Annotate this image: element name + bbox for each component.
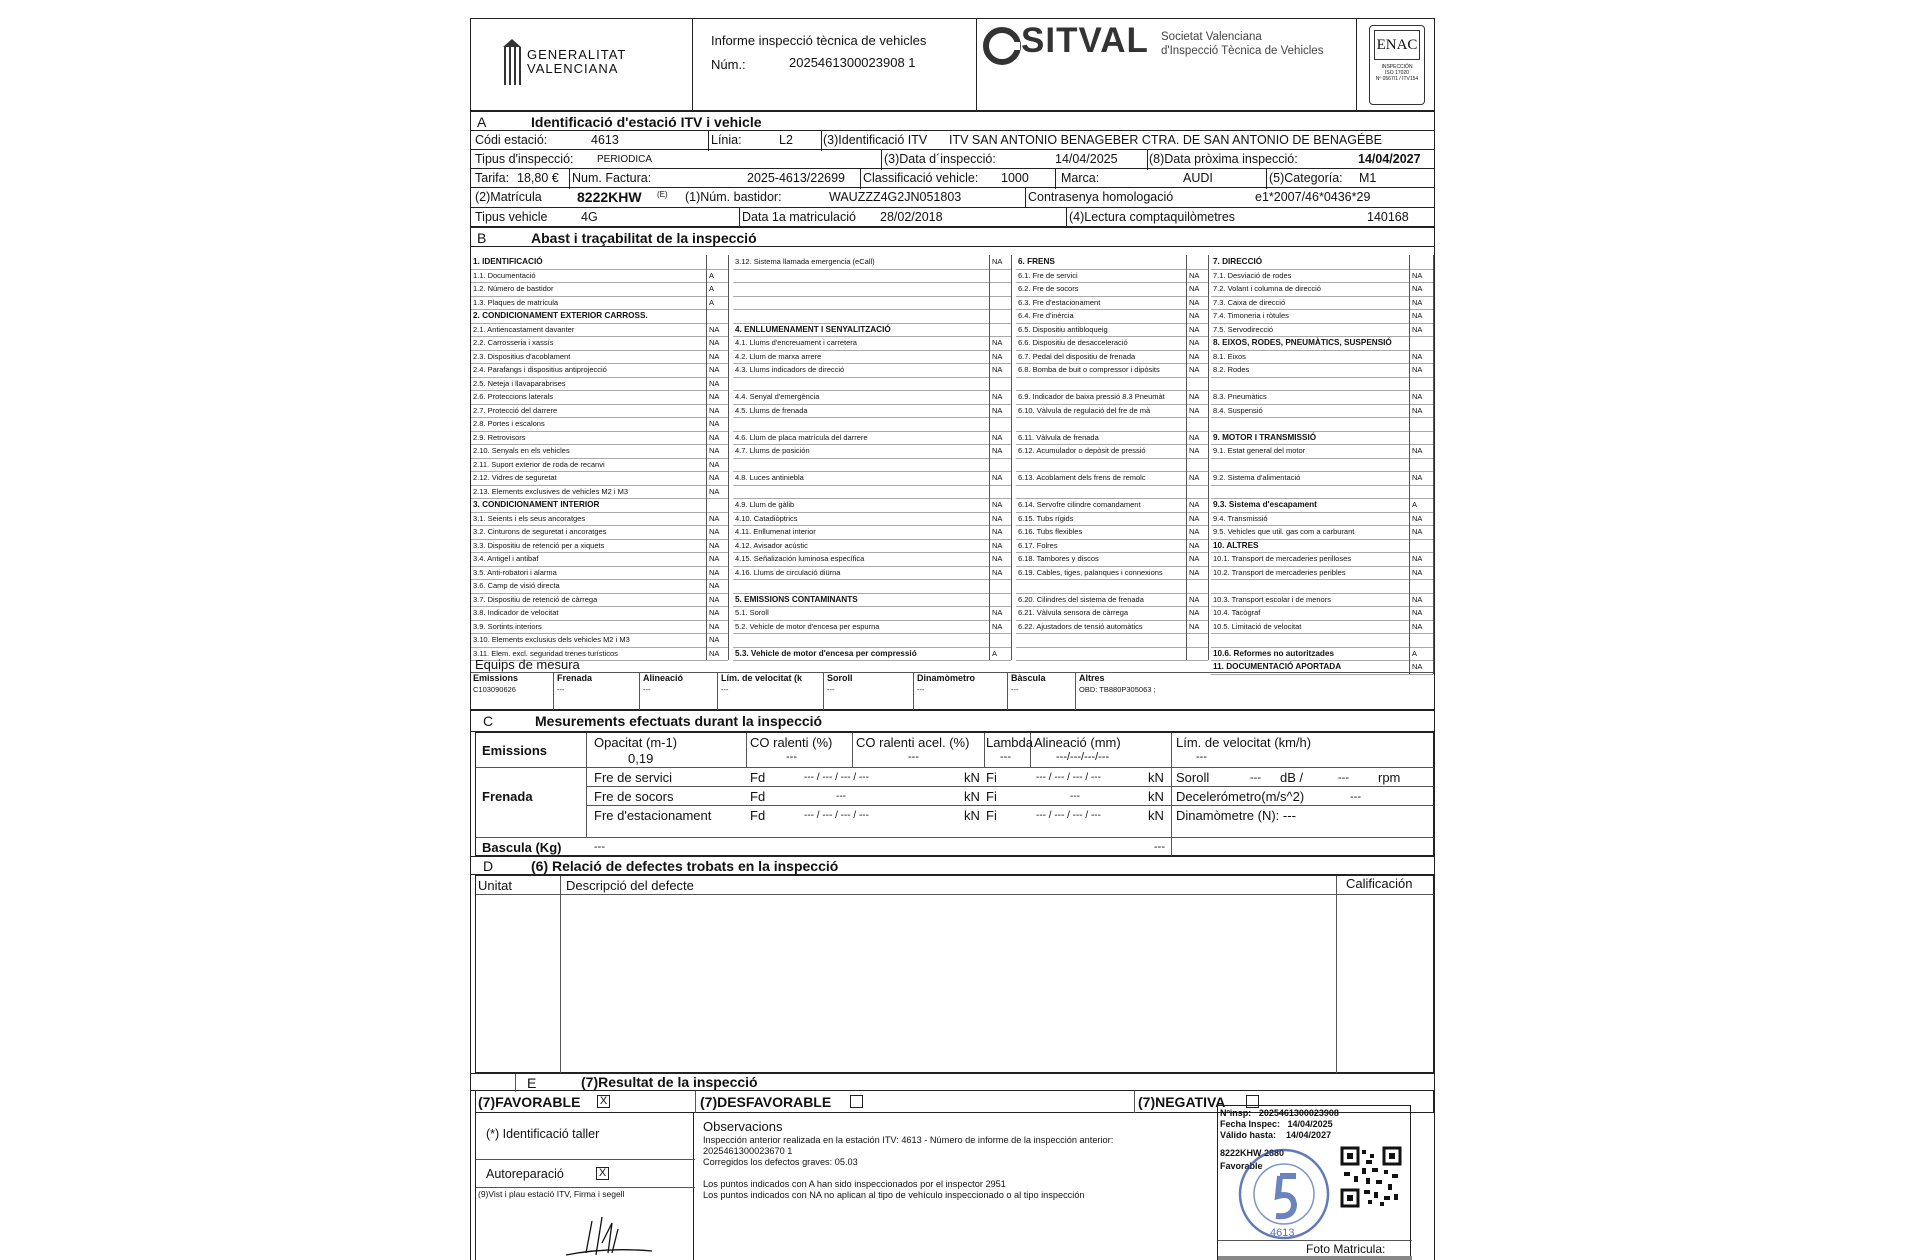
scope-item-value: NA — [1412, 567, 1423, 577]
scope-item-value: NA — [992, 554, 1003, 563]
scope-item-label: 6.5. Dispositiu antibloqueig — [1018, 324, 1108, 334]
inspection-report — [470, 18, 1435, 1260]
scope-item-value: NA — [1189, 527, 1200, 536]
scope-item-label: 4.2. Llum de marxa arrere — [735, 351, 822, 361]
plate-value: 8222KHW — [577, 189, 642, 205]
scope-item-label: 7.3. Caixa de direcció — [1213, 297, 1286, 307]
scope-item-value: NA — [1412, 662, 1423, 671]
observation-line: Los puntos indicados con NA no aplican al tipo de vehículo inspeccionado o al tipo inspección — [703, 1190, 1085, 1200]
workshop-box: (*) Identificació taller Autoreparació X (9)Vist i plau estació ITV, Firma i segell — [475, 1113, 694, 1260]
observation-line: 2025461300023670 1 — [703, 1146, 793, 1156]
scope-item-label: 11. DOCUMENTACIÓ APORTADA — [1213, 662, 1342, 671]
scope-item-label: 4.16. Llums de circulació diürna — [735, 567, 841, 577]
scope-item-value: A — [709, 297, 715, 307]
scope-item-label: 4.9. Llum de gàlib — [735, 500, 795, 509]
scope-item-label: 10.4. Tacògraf — [1213, 608, 1261, 617]
scope-item-value: NA — [709, 338, 720, 347]
scope-item-value: NA — [1189, 513, 1200, 523]
scope-item-value: NA — [709, 486, 720, 496]
scope-item-label: 6.17. Folres — [1018, 540, 1058, 550]
scope-item-value: NA — [709, 621, 720, 631]
result-desfavorable-label: (7)DESFAVORABLE — [700, 1094, 832, 1110]
scope-item-value: NA — [1189, 594, 1200, 604]
scope-item-label: 1.1. Documentació — [473, 270, 536, 280]
equip-label: Emissions — [473, 673, 519, 683]
sitval-sub-1: Societat Valenciana — [1161, 31, 1262, 43]
scope-item-label: 2.1. Antiencastament davanter — [473, 324, 575, 334]
scope-item-value: NA — [1412, 527, 1423, 536]
section-b-title: Abast i traçabilitat de la inspecció — [531, 230, 757, 246]
equip-label: Soroll — [827, 673, 853, 683]
scope-item-label: 1.3. Plaques de matrícula — [473, 297, 559, 307]
scope-item-label: 7.2. Volant i columna de direcció — [1213, 284, 1321, 293]
svg-text:4613: 4613 — [1270, 1227, 1295, 1239]
section-a-row-4: (2)Matrícula 8222KHW (E) (1)Núm. bastidor: WAUZZZ4G2JN051803 Contrasenya homologació e1*2007/46*0436*29 — [471, 188, 1434, 208]
equip-value: C103090626 — [473, 685, 516, 694]
scope-item-value: NA — [709, 446, 720, 455]
scope-item-label: 7.4. Timoneria i ròtules — [1213, 311, 1289, 320]
report-title: Informe inspecció tècnica de vehicles — [711, 33, 927, 48]
scope-item-label: 10.2. Transport de mercaderies peribles — [1213, 567, 1346, 577]
scope-item-value: NA — [1412, 621, 1423, 631]
equips-row — [471, 672, 1434, 710]
scope-item-value: NA — [992, 500, 1003, 509]
result-desfavorable-checkbox[interactable] — [850, 1095, 863, 1108]
section-b-header: B Abast i traçabilitat de la inspecció — [471, 227, 1434, 247]
report-num-label: Núm.: — [711, 57, 746, 72]
scope-item-value: NA — [1412, 405, 1423, 415]
scope-item-label: 9.3. Sistema d'escapament — [1213, 500, 1317, 509]
scope-item-label: 6.13. Acoblament dels frens de remolc — [1018, 473, 1146, 482]
scope-item-label: 3.6. Camp de visió directa — [473, 581, 560, 590]
inspection-sticker: Nºinsp: 2025461300023908 Fecha Inspec: 14/04/2025 Válido hasta: 14/04/2027 8222KHW 2880 Favorable 4613 Foto Matricula: — [1217, 1105, 1411, 1260]
scope-item-label: 5.3. Vehicle de motor d'encesa per compressió — [735, 648, 917, 658]
scope-item-label: 8.1. Eixos — [1213, 351, 1246, 361]
scope-item-value: NA — [709, 608, 720, 617]
scope-item-value: NA — [1412, 311, 1423, 320]
equip-value: --- — [721, 685, 729, 694]
scope-item-value: NA — [992, 405, 1003, 415]
section-a-row-1: Códi estació: 4613 Línia: L2 (3)Identificació ITV ITV SAN ANTONIO BENAGEBER CTRA. DE SAN ANTONIO DE BENAGÉBE — [471, 131, 1434, 150]
scope-item-value: NA — [1189, 338, 1200, 347]
scope-item-label: 6.20. Cilindres del sistema de frenada — [1018, 594, 1144, 604]
scope-item-value: NA — [709, 351, 720, 361]
equip-value: --- — [557, 685, 565, 694]
scope-item-value: NA — [1189, 540, 1200, 550]
enac-label: ENAC — [1374, 30, 1420, 60]
scope-item-label: 6. FRENS — [1018, 257, 1055, 266]
scope-item-label: 2.12. Vidres de seguretat — [473, 473, 557, 482]
scope-item-label: 6.10. Vàlvula de regulació del fre de mà — [1018, 405, 1151, 415]
scope-item-value: NA — [1189, 311, 1200, 320]
scope-item-label: 6.19. Cables, tiges, palanques i connexions — [1018, 567, 1163, 577]
scope-item-value: NA — [992, 351, 1003, 361]
scope-item-label: 3.4. Antigel i antibaf — [473, 554, 539, 563]
scope-item-value: NA — [1412, 351, 1423, 361]
scope-item-label: 4. ENLLUMENAMENT I SENYALITZACIÓ — [735, 324, 891, 334]
scope-item-value: NA — [992, 621, 1003, 631]
scope-item-label: 10. ALTRES — [1213, 540, 1259, 550]
scope-item-value: NA — [1412, 297, 1423, 307]
scope-item-label: 6.8. Bomba de buit o compressor i dipòsits — [1018, 365, 1160, 374]
result-favorable-label: (7)FAVORABLE — [478, 1094, 581, 1110]
scope-item-label: 3.1. Seients i els seus ancoratges — [473, 513, 586, 523]
section-c-header: C Mesurements efectuats durant la inspecció — [471, 710, 1434, 732]
scope-item-label: 4.7. Llums de posición — [735, 446, 810, 455]
itv-station-value: ITV SAN ANTONIO BENAGEBER CTRA. DE SAN ANTONIO DE BENAGÉBE — [949, 133, 1382, 147]
scope-item-value: NA — [992, 432, 1003, 442]
opacity-value: 0,19 — [628, 751, 654, 766]
scope-item-value: NA — [1412, 365, 1423, 374]
scope-item-label: 2.3. Dispositius d'acoblament — [473, 351, 571, 361]
scope-item-label: 3. CONDICIONAMENT INTERIOR — [473, 500, 600, 509]
equip-label: Lím. de velocitat (k — [721, 673, 803, 683]
scope-item-value: NA — [1412, 594, 1423, 604]
scope-item-label: 6.21. Vàlvula sensora de càrrega — [1018, 608, 1129, 617]
scope-item-label: 4.1. Llums d'encreuament i carretera — [735, 338, 857, 347]
scope-item-value: NA — [1412, 324, 1423, 334]
scope-item-label: 6.14. Servofre cilindre comandament — [1018, 500, 1141, 509]
itv-stamp-icon — [1236, 1146, 1332, 1242]
scope-item-label: 2.6. Proteccions laterals — [473, 392, 554, 401]
scope-item-value: NA — [992, 392, 1003, 401]
scope-item-value: NA — [1189, 446, 1200, 455]
scope-item-label: 4.4. Senyal d'emergència — [735, 392, 820, 401]
scope-item-value: NA — [709, 419, 720, 428]
scope-item-label: 2.9. Retrovisors — [473, 432, 526, 442]
scope-item-label: 3.9. Sortints interiors — [473, 621, 542, 631]
scope-item-value: NA — [709, 540, 720, 550]
equip-value: --- — [917, 685, 925, 694]
scope-item-label: 5.1. Soroll — [735, 608, 769, 617]
scope-item-value: NA — [1189, 608, 1200, 617]
scope-item-label: 6.9. Indicador de baixa pressió 8.3 Pneumàt — [1018, 392, 1165, 401]
sitval-name: SITVAL — [1021, 21, 1149, 60]
scope-item-value: NA — [1189, 270, 1200, 280]
scope-item-label: 6.18. Tambores y discos — [1018, 554, 1099, 563]
observation-line: Inspección anterior realizada en la estación ITV: 4613 - Número de informe de la inspección anterior: — [703, 1135, 1114, 1145]
scope-item-label: 6.15. Tubs rígids — [1018, 513, 1074, 523]
scope-item-value: NA — [1189, 473, 1200, 482]
scope-item-label: 1.2. Número de bastidor — [473, 284, 554, 293]
scope-item-value: NA — [1412, 446, 1423, 455]
scope-item-label: 2.11. Suport exterior de roda de recanvi — [473, 459, 605, 469]
section-d-title: (6) Relació de defectes trobats en la inspecció — [531, 858, 839, 874]
scope-item-value: A — [1412, 648, 1418, 658]
inspection-scope-grid — [471, 255, 1434, 671]
observation-line: Los puntos indicados con A han sido inspeccionados por el inspector 2951 — [703, 1179, 1006, 1189]
scope-item-label: 10.3. Transport escolar i de menors — [1213, 594, 1331, 604]
scope-item-label: 6.3. Fre d'estacionament — [1018, 297, 1101, 307]
scope-item-value: NA — [709, 648, 720, 658]
scope-item-value: NA — [1189, 324, 1200, 334]
equip-label: Bàscula — [1011, 673, 1046, 683]
scope-item-label: 6.2. Fre de socors — [1018, 284, 1079, 293]
scope-item-label: 8. EIXOS, RODES, PNEUMÀTICS, SUSPENSIÓ — [1213, 338, 1392, 347]
scope-item-value: NA — [1189, 297, 1200, 307]
scope-item-value: NA — [992, 513, 1003, 523]
scope-item-value: NA — [1412, 608, 1423, 617]
scope-item-label: 4.6. Llum de placa matrícula del darrere — [735, 432, 868, 442]
scope-item-value: NA — [1189, 405, 1200, 415]
section-a-header: A Identificació d'estació ITV i vehicle — [471, 111, 1434, 131]
scope-item-label: 4.3. Llums indicadors de direcció — [735, 365, 845, 374]
scope-item-label: 2.7. Protecció del darrere — [473, 405, 558, 415]
scope-item-label: 2.4. Parafangs i dispositius antiprojecció — [473, 365, 607, 374]
scope-item-label: 10.5. Limitació de velocitat — [1213, 621, 1302, 631]
scope-item-value: NA — [709, 473, 720, 482]
qr-code-icon — [1340, 1146, 1402, 1208]
report-num-value: 2025461300023908 1 — [789, 55, 916, 70]
scope-item-label: 5. EMISSIONS CONTAMINANTS — [735, 594, 858, 604]
scope-item-value: NA — [709, 527, 720, 536]
observations-title: Observacions — [703, 1119, 783, 1134]
measurements-table: Emissions Opacitat (m-1) 0,19 CO ralenti (%) --- CO ralenti acel. (%) --- Lambda --- Alineació (mm) ---/---/---/--- Lím. de velocitat (km/h) --- Frenada Fre de servici Fre de socors Fre d'estacionament Fd Fd Fd --- / --- / --- / --- --- --- / --- / --- / --- kN kN kN Fi Fi Fi --- / --- / --- / --- --- --- / --- / --- / --- kN kN kN Soroll --- dB / --- rpm Decelerómetro(m/s^2) --- Dinamòmetre (N): --- Bascula (Kg) --- --- — [475, 732, 1434, 856]
section-a-row-3: Tarifa: 18,80 € Num. Factura: 2025-4613/22699 Classificació vehicle: 1000 Marca: AUDI (5)Categoría: M1 — [471, 169, 1434, 188]
equips-title: Equips de mesura — [475, 657, 580, 672]
section-a-title: Identificació d'estació ITV i vehicle — [531, 114, 762, 130]
scope-item-label: 3.5. Anti-robatori i alarma — [473, 567, 557, 577]
scope-item-label: 9.1. Estat general del motor — [1213, 446, 1306, 455]
scope-item-value: NA — [709, 392, 720, 401]
scope-item-label: 3.11. Elem. excl. seguridad trenes turísticos — [473, 648, 618, 658]
scope-item-value: NA — [1189, 284, 1200, 293]
scope-item-label: 1. IDENTIFICACIÓ — [473, 257, 543, 266]
scope-item-value: NA — [992, 338, 1003, 347]
scope-item-value: NA — [1412, 513, 1423, 523]
scope-item-value: NA — [992, 527, 1003, 536]
scope-item-label: 2.5. Neteja i llavaparabrises — [473, 378, 566, 388]
scope-item-label: 6.6. Dispositiu de desacceleració — [1018, 338, 1128, 347]
scope-item-value: NA — [992, 446, 1003, 455]
scope-item-value: NA — [992, 473, 1003, 482]
scope-item-label: 8.3. Pneumàtics — [1213, 392, 1267, 401]
report-header — [471, 19, 1434, 111]
equip-value: --- — [643, 685, 651, 694]
generalitat-name-1: GENERALITAT — [527, 47, 627, 62]
scope-item-value: NA — [709, 581, 720, 590]
section-a-row-5: Tipus vehicle 4G Data 1a matriculació 28/02/2018 (4)Lectura comptaquilòmetres 140168 — [471, 208, 1434, 227]
scope-item-label: 4.8. Luces antiniebla — [735, 473, 804, 482]
generalitat-logo-icon — [501, 37, 523, 89]
scope-item-value: NA — [709, 432, 720, 442]
scope-item-value: NA — [709, 567, 720, 577]
scope-item-label: 3.8. Indicador de velocitat — [473, 608, 559, 617]
sitval-sub-2: d'Inspecció Tècnica de Vehicles — [1161, 45, 1324, 57]
scope-item-value: NA — [1189, 554, 1200, 563]
equip-value: --- — [1011, 685, 1019, 694]
scope-item-value: NA — [1189, 500, 1200, 509]
scope-item-label: 8.4. Suspensió — [1213, 405, 1263, 415]
scope-item-label: 6.22. Ajustadors de tensió automàtics — [1018, 621, 1143, 631]
scope-item-label: 9. MOTOR I TRANSMISSIÓ — [1213, 432, 1317, 442]
scope-item-value: NA — [1412, 392, 1423, 401]
scope-item-label: 6.11. Vàlvula de frenada — [1018, 432, 1099, 442]
scope-item-label: 2.13. Elements exclusives de vehicles M2 i M3 — [473, 486, 629, 496]
scope-item-value: A — [709, 270, 715, 280]
scope-item-label: 7.5. Servodirecció — [1213, 324, 1274, 334]
scope-item-value: NA — [709, 459, 720, 469]
scope-item-value: NA — [709, 513, 720, 523]
scope-item-label: 2. CONDICIONAMENT EXTERIOR CARROSS. — [473, 311, 648, 320]
scope-item-label: 2.2. Carrosseria i xassís — [473, 338, 554, 347]
scope-item-label: 8.2. Rodes — [1213, 365, 1250, 374]
scope-item-label: 3.7. Dispositiu de retenció de càrrega — [473, 594, 598, 604]
scope-item-value: NA — [709, 554, 720, 563]
scope-item-label: 7.1. Desviació de rodes — [1213, 270, 1292, 280]
scope-item-label: 4.10. Catadiòptrics — [735, 513, 798, 523]
signature-icon — [556, 1213, 656, 1259]
scope-item-value: NA — [992, 365, 1003, 374]
scope-item-label: 3.12. Sistema llamada emergencia (eCall) — [735, 257, 875, 266]
scope-item-value: NA — [709, 405, 720, 415]
scope-item-value: NA — [1189, 567, 1200, 577]
scope-item-label: 6.4. Fre d'inèrcia — [1018, 311, 1074, 320]
next-inspection-date: 14/04/2027 — [1358, 152, 1421, 166]
scope-item-value: NA — [1412, 554, 1423, 563]
generalitat-name-2: VALENCIANA — [527, 61, 619, 76]
scope-item-value: NA — [992, 608, 1003, 617]
scope-item-label: 9.4. Transmissió — [1213, 513, 1268, 523]
sitval-logo-icon — [983, 27, 1021, 65]
scope-item-label: 10.6. Reformes no autoritzades — [1213, 648, 1335, 658]
scope-item-label: 2.8. Portes i escalons — [473, 419, 545, 428]
section-c-title: Mesurements efectuats durant la inspecció — [535, 713, 823, 729]
scope-item-value: A — [1412, 500, 1418, 509]
scope-item-value: A — [709, 284, 715, 293]
scope-item-label: 6.1. Fre de servici — [1018, 270, 1078, 280]
scope-item-value: NA — [1189, 432, 1200, 442]
equip-value: OBD: TB880P305063 ; — [1079, 685, 1156, 694]
scope-item-label: 6.7. Pedal del dispositiu de frenada — [1018, 351, 1136, 361]
scope-item-label: 9.2. Sistema d'alimentació — [1213, 473, 1301, 482]
scope-item-value: NA — [709, 365, 720, 374]
scope-item-label: 5.2. Vehicle de motor d'encesa per espurna — [735, 621, 880, 631]
section-e-header: E (7)Resultat de la inspecció — [471, 1073, 1434, 1091]
scope-item-label: 4.11. Enllumenat interior — [735, 527, 816, 536]
scope-item-value: NA — [992, 567, 1003, 577]
scope-item-label: 7. DIRECCIÓ — [1213, 257, 1263, 266]
equip-label: Alineació — [643, 673, 684, 683]
scope-item-value: NA — [992, 257, 1003, 266]
scope-item-label: 4.12. Avisador acústic — [735, 540, 808, 550]
vin-value: WAUZZZ4G2JN051803 — [829, 190, 962, 204]
scope-item-value: NA — [1189, 392, 1200, 401]
observation-line — [703, 1168, 1183, 1179]
scope-item-label: 6.12. Acumulador o depòsit de pressió — [1018, 446, 1146, 455]
scope-item-value: NA — [1189, 621, 1200, 631]
scope-item-label: 3.2. Cinturons de seguretat i ancoratges — [473, 527, 607, 536]
equip-value: --- — [827, 685, 835, 694]
scope-item-label: 3.10. Elements exclusius dels vehicles M2 i M3 — [473, 635, 630, 644]
defects-table: Unitat Descripció del defecte Calificación — [475, 875, 1434, 1073]
scope-item-value: NA — [709, 378, 720, 388]
section-a-row-2: Tipus d'inspecció: PERIODICA (3)Data d´inspecció: 14/04/2025 (8)Data pròxima inspecció: 14/04/2027 — [471, 150, 1434, 169]
scope-item-value: NA — [992, 540, 1003, 550]
scope-item-label: 2.10. Senyals en els vehicles — [473, 446, 570, 455]
sticker-number: 2025461300023908 — [1258, 1108, 1339, 1118]
section-d-header: D (6) Relació de defectes trobats en la inspecció — [471, 856, 1434, 875]
scope-item-label: 6.16. Tubs flexibles — [1018, 527, 1083, 536]
section-e-title: (7)Resultat de la inspecció — [581, 1074, 758, 1090]
plate-photo — [1218, 1256, 1412, 1260]
enac-badge: ENAC INSPECCIÓN ISO 17020 Nº 0567/1 / ITV154 — [1369, 25, 1425, 105]
scope-item-value: NA — [709, 635, 720, 644]
observations-box — [703, 1119, 1183, 1259]
result-favorable-checkbox[interactable]: X — [597, 1095, 610, 1108]
scope-item-value: A — [992, 648, 998, 658]
observation-line: Corregidos los defectos graves: 05.03 — [703, 1157, 858, 1167]
equip-label: Altres — [1079, 673, 1105, 683]
scope-item-value: NA — [709, 594, 720, 604]
autoreparacio-checkbox[interactable]: X — [596, 1167, 609, 1180]
scope-item-label: 9.5. Vehicles que util. gas com a carburant — [1213, 527, 1355, 536]
scope-item-value: NA — [1189, 365, 1200, 374]
equip-label: Dinamòmetro — [917, 673, 976, 683]
result-negativa-label: (7)NEGATIVA — [1138, 1094, 1226, 1110]
scope-item-label: 4.5. Llums de frenada — [735, 405, 808, 415]
scope-item-label: 10.1. Transport de mercaderies perilloses — [1213, 554, 1351, 563]
scope-item-label: 4.15. Señalización luminosa específica — [735, 554, 865, 563]
scope-item-value: NA — [1412, 284, 1423, 293]
scope-item-value: NA — [1412, 473, 1423, 482]
scope-item-value: NA — [1412, 270, 1423, 280]
scope-item-label: 3.3. Dispositiu de retenció per a xiquets — [473, 540, 605, 550]
scope-item-value: NA — [1189, 351, 1200, 361]
scope-item-value: NA — [709, 324, 720, 334]
equip-label: Frenada — [557, 673, 593, 683]
